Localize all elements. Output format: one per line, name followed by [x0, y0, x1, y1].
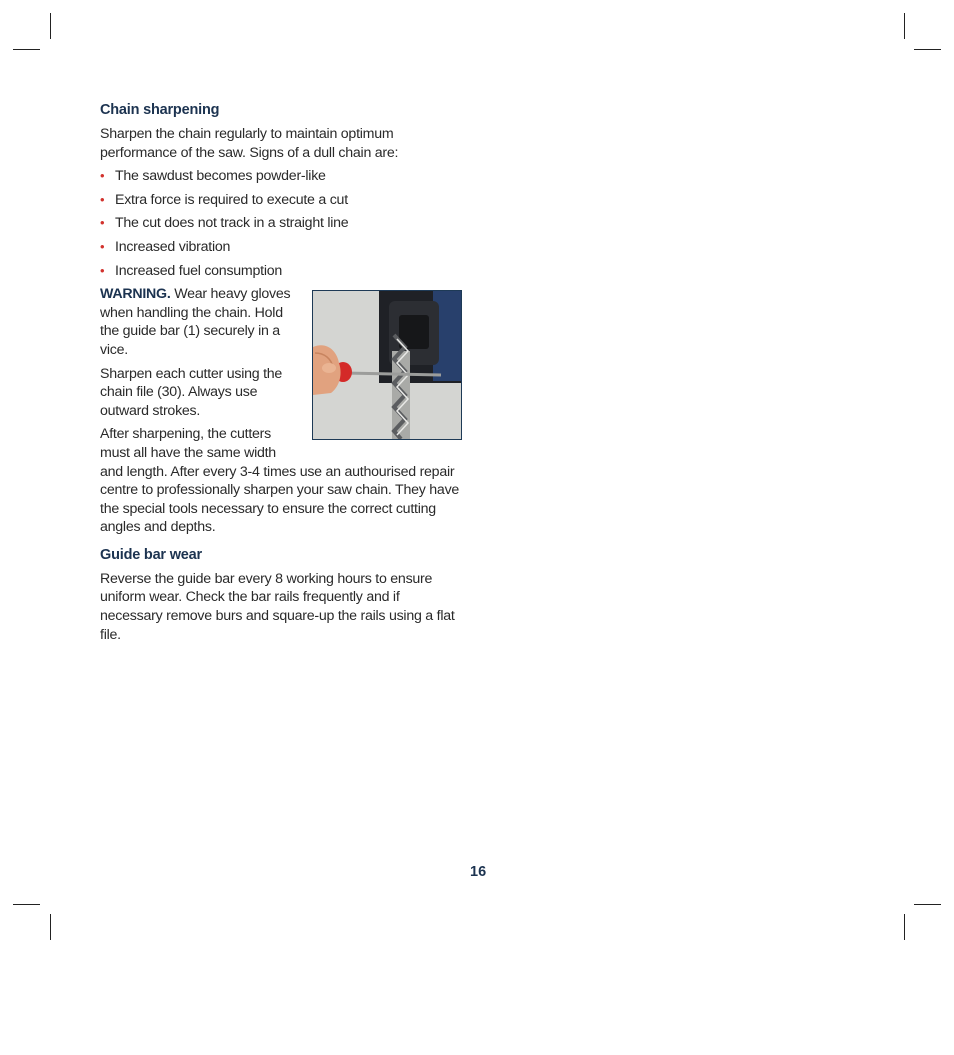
bullet-icon: • — [100, 168, 105, 184]
crop-mark — [13, 49, 40, 50]
crop-mark — [914, 904, 941, 905]
chain-file-illustration — [313, 291, 461, 439]
list-item: • Increased fuel consumption — [100, 262, 283, 279]
list-item: • The sawdust becomes powder-like — [100, 168, 326, 185]
bullet-icon: • — [100, 215, 105, 231]
crop-mark — [914, 49, 941, 50]
list-item: • Extra force is required to execute a cut — [100, 191, 348, 208]
guide-bar-paragraph: Reverse the guide bar every 8 working hours to ensure uniform wear. Check the bar rails frequently and if necessary remove burs and square-up the rails using a flat file. — [100, 570, 455, 643]
crop-mark — [50, 914, 51, 940]
content-column — [100, 101, 462, 649]
sharpen-paragraph: Sharpen each cutter using the chain file (30). Always use outward strokes. — [100, 365, 283, 419]
crop-mark — [904, 13, 905, 39]
warning-paragraph: WARNING. Wear heavy gloves when handling the chain. Hold the guide bar (1) securely in a vice. — [100, 286, 291, 358]
bullet-icon: • — [100, 262, 105, 278]
after-sharpening-paragraph: After sharpening, the cutters must all have the same width and length. After every 3-4 times use an authourised repair centre to professionally sharpen your saw chain. They have the special tools necessary to ensure the correct cutting angles and depths. — [100, 426, 460, 536]
intro-paragraph: Sharpen the chain regularly to maintain optimum performance of the saw. Signs of a dull chain are: — [100, 126, 399, 161]
dull-chain-signs-list — [100, 167, 462, 280]
crop-mark — [50, 13, 51, 39]
page-number: 16 — [470, 864, 487, 880]
list-item: • The cut does not track in a straight line — [100, 215, 349, 232]
crop-mark — [13, 904, 40, 905]
bullet-icon: • — [100, 191, 105, 207]
section-heading-chain-sharpening: Chain sharpening — [100, 102, 220, 118]
bullet-icon: • — [100, 238, 105, 254]
crop-mark — [904, 914, 905, 940]
section-heading-guide-bar-wear: Guide bar wear — [100, 546, 202, 563]
list-item: • Increased vibration — [100, 238, 231, 255]
chain-sharpening-photo — [312, 290, 462, 440]
